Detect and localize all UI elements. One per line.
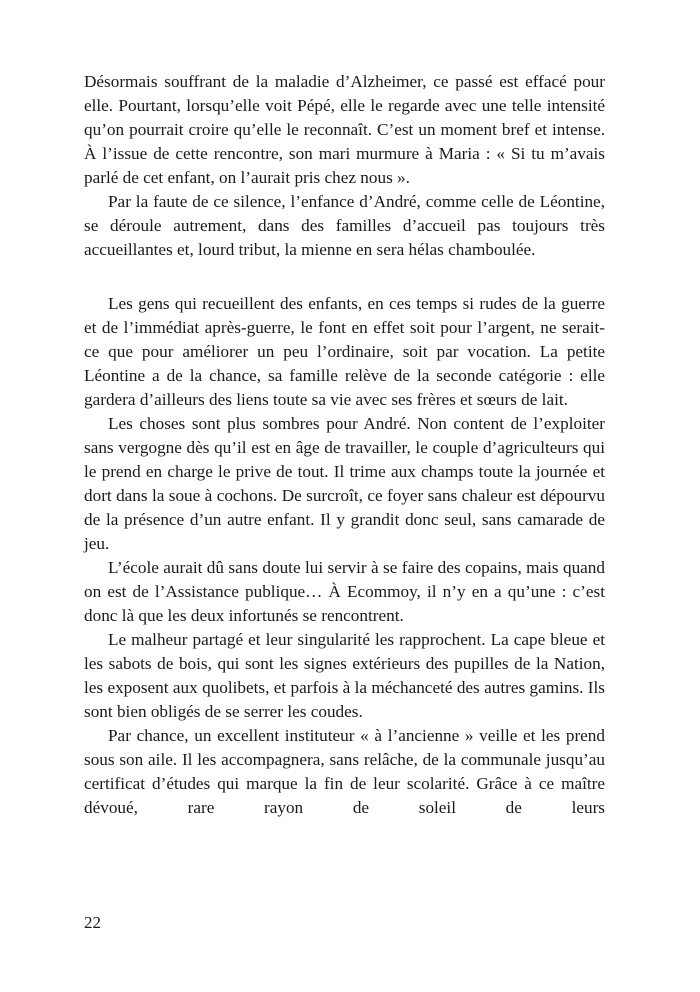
paragraph-alzheimer: Désormais souffrant de la maladie d’Alzheimer, ce passé est effacé pour elle. Pourtant, lorsqu’elle voit Pépé, elle le regarde avec une telle intensité qu’on pourrait croire qu’elle le reconnaît. C’est un moment bref et intense. À l’issue de cette rencontre, son mari murmure à Maria : « Si tu m’avais parlé de cet enfant, on l’aurait pris chez nous ». xyxy=(84,72,605,187)
paragraph-andre-hardship: Les choses sont plus sombres pour André. Non content de l’exploiter sans vergogne dès qu’il est en âge de travailler, le couple d’agriculteurs qui le prend en charge le prive de tout. Il trime aux champs toute la journée et dort dans la soue à cochons. De surcroît, ce foyer sans chaleur est dépourvu de la présence d’un autre enfant. Il y grandit donc seul, sans camarade de jeu. xyxy=(84,414,605,553)
paragraph-school: L’école aurait dû sans doute lui servir à se faire des copains, mais quand on est de l’Assistance publique… À Ecommoy, il n’y en a qu’une : c’est donc là que les deux infortunés se rencontrent. xyxy=(84,558,605,625)
paragraph-shared-misfortune: Le malheur partagé et leur singularité les rapprochent. La cape bleue et les sabots de bois, qui sont les signes extérieurs des pupilles de la Nation, les exposent aux quolibets, et parfois à la méchanceté des autres gamins. Ils sont bien obligés de se serrer les coudes. xyxy=(84,630,605,721)
book-page-body xyxy=(84,70,605,820)
paragraph-silence: Par la faute de ce silence, l’enfance d’André, comme celle de Léontine, se déroule autrement, dans des familles d’accueil pas toujours très accueillantes et, lourd tribut, la mienne en sera hélas chamboulée. xyxy=(84,192,605,259)
section-break xyxy=(84,262,605,292)
page-number: 22 xyxy=(84,913,101,932)
paragraph-foster-families: Les gens qui recueillent des enfants, en ces temps si rudes de la guerre et de l’immédiat après-guerre, le font en effet soit pour l’argent, ne serait-ce que pour améliorer un peu l’ordinaire, soit par vocation. La petite Léontine a de la chance, sa famille relève de la seconde catégorie : elle gardera d’ailleurs des liens toute sa vie avec ses frères et sœurs de lait. xyxy=(84,294,605,409)
paragraph-teacher: Par chance, un excellent instituteur « à l’ancienne » veille et les prend sous son aile. Il les accompagnera, sans relâche, de la communale jusqu’au certificat d’études qui marque la fin de leur scolarité. Grâce à ce maître dévoué, rare rayon de soleil de leurs xyxy=(84,726,605,817)
